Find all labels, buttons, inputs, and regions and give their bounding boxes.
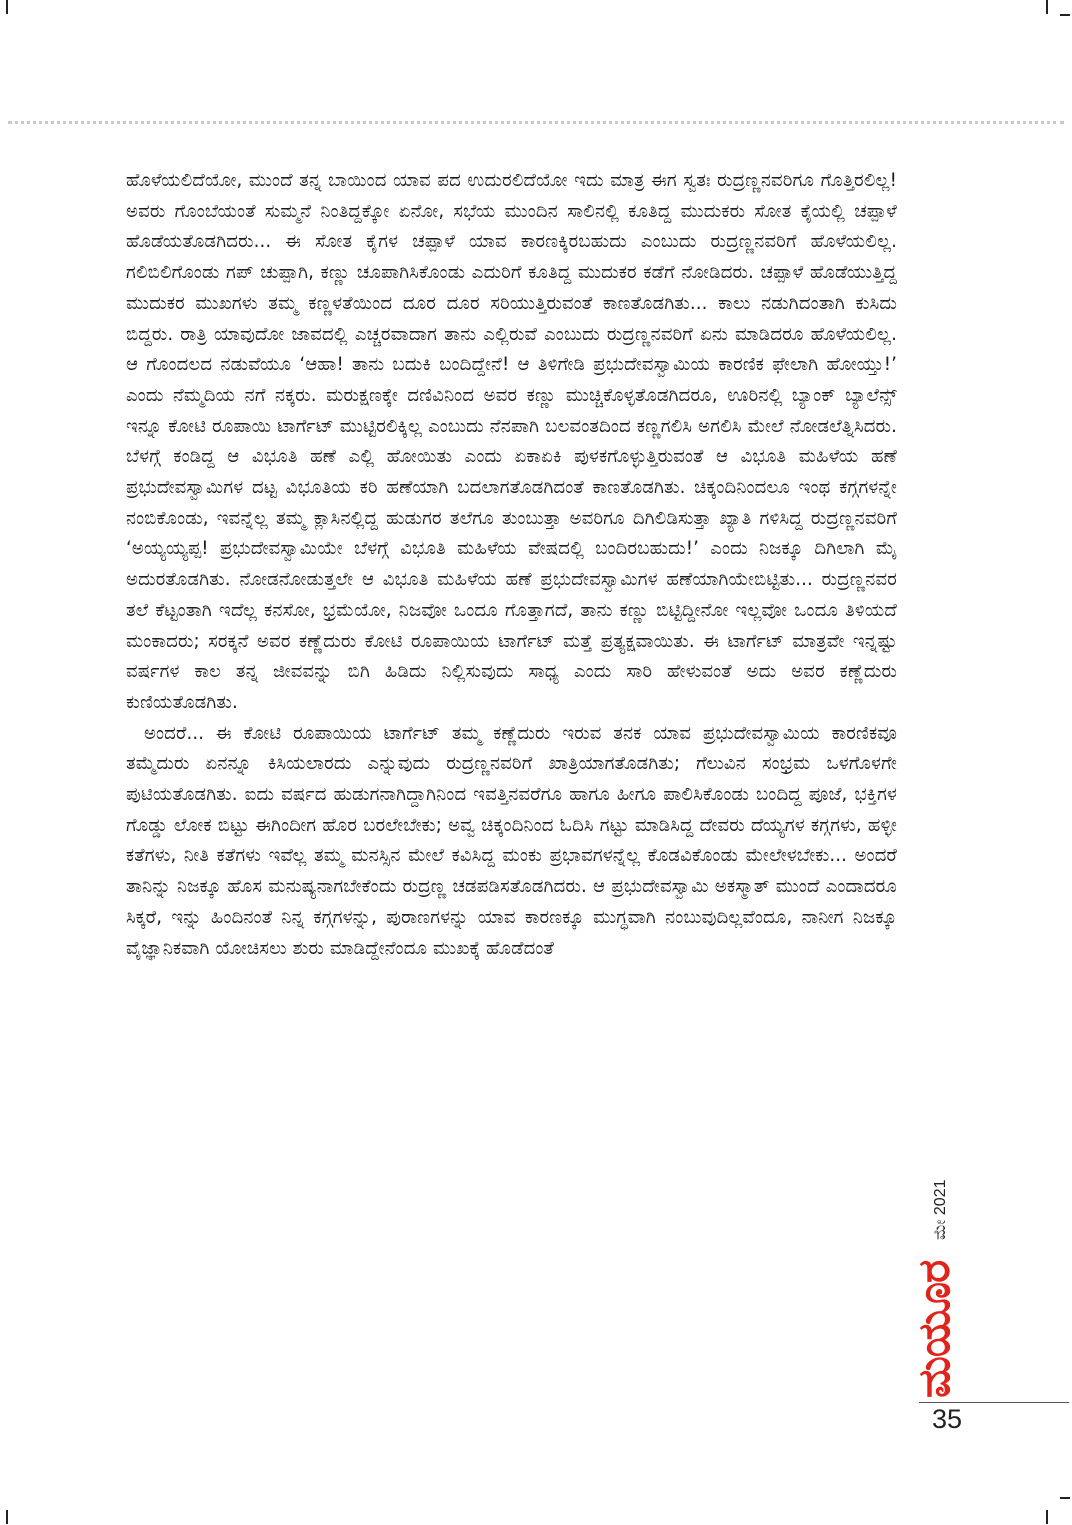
- header-dotted-rule: [8, 121, 1064, 124]
- article-body: [126, 166, 897, 964]
- crop-mark-top-left: [6, 0, 8, 14]
- article-paragraph: ಅಂದರೆ... ಈ ಕೋಟಿ ರೂಪಾಯಿಯ ಟಾರ್ಗೆಟ್ ತಮ್ಮ ಕಣ್ಣೆದುರು ಇರುವ ತನಕ ಯಾವ ಪ್ರಭುದೇವಸ್ವಾಮಿಯ ಕಾರಣಿಕವೂ ತಮ್ಮೆದುರು ಏನನ್ನೂ ಕಿಸಿಯಲಾರದು ಎನ್ನುವುದು ರುದ್ರಣ್ಣನವರಿಗೆ ಖಾತ್ರಿಯಾಗತೊಡಗಿತು; ಗೆಲುವಿನ ಸಂಭ್ರಮ ಒಳಗೊಳಗೇ ಪುಟಿಯತೊಡಗಿತು. ಐದು ವರ್ಷದ ಹುಡುಗನಾಗಿದ್ದಾಗಿನಿಂದ ಇವತ್ತಿನವರೆಗೂ ಹಾಗೂ ಹೀಗೂ ಪಾಲಿಸಿಕೊಂಡು ಬಂದಿದ್ದ ಪೂಜೆ, ಭಕ್ತಿಗಳ ಗೊಡ್ಡು ಲೋಕ ಬಿಟ್ಟು ಈಗಿಂದೀಗ ಹೊರ ಬರಲೇಬೇಕು; ಅವ್ವ ಚಿಕ್ಕಂದಿನಿಂದ ಓದಿಸಿ ಗಟ್ಟು ಮಾಡಿಸಿದ್ದ ದೇವರು ದೆಯ್ಯಗಳ ಕಗ್ಗಗಳು, ಹಳ್ಳೀ ಕತೆಗಳು, ನೀತಿ ಕತೆಗಳು ಇವೆಲ್ಲ ತಮ್ಮ ಮನಸ್ಸಿನ ಮೇಲೆ ಕವಿಸಿದ್ದ ಮಂಕು ಪ್ರಭಾವಗಳನ್ನೆಲ್ಲ ಕೊಡವಿಕೊಂಡು ಮೇಲೇಳಬೇಕು... ಅಂದರೆ ತಾನಿನ್ನು ನಿಜಕ್ಕೂ ಹೊಸ ಮನುಷ್ಯನಾಗಬೇಕೆಂದು ರುದ್ರಣ್ಣ ಚಡಪಡಿಸತೊಡಗಿದರು. ಆ ಪ್ರಭುದೇವಸ್ವಾಮಿ ಅಕಸ್ಮಾತ್ ಮುಂದೆ ಎಂದಾದರೂ ಸಿಕ್ಕರೆ, ಇನ್ನು ಹಿಂದಿನಂತೆ ನಿನ್ನ ಕಗ್ಗಗಳನ್ನು, ಪುರಾಣಗಳನ್ನು ಯಾವ ಕಾರಣಕ್ಕೂ ಮುಗ್ಧವಾಗಿ ನಂಬುವುದಿಲ್ಲವೆಂದೂ, ನಾನೀಗ ನಿಜಕ್ಕೂ ವೈಜ್ಞಾನಿಕವಾಗಿ ಯೋಚಿಸಲು ಶುರು ಮಾಡಿದ್ದೇನೆಂದೂ ಮುಖಕ್ಕೆ ಹೊಡೆದಂತೆ: [126, 722, 897, 959]
- article-paragraph: ಹೊಳೆಯಲಿದೆಯೋ, ಮುಂದೆ ತನ್ನ ಬಾಯಿಂದ ಯಾವ ಪದ ಉದುರಲಿದೆಯೋ ಇದು ಮಾತ್ರ ಈಗ ಸ್ವತಃ ರುದ್ರಣ್ಣನವರಿಗೂ ಗೊತ್ತಿರಲಿಲ್ಲ! ಅವರು ಗೊಂಬೆಯಂತೆ ಸುಮ್ಮನೆ ನಿಂತಿದ್ದಕ್ಕೋ ಏನೋ, ಸಭೆಯ ಮುಂದಿನ ಸಾಲಿನಲ್ಲಿ ಕೂತಿದ್ದ ಮುದುಕರು ಸೋತ ಕೈಯಲ್ಲಿ ಚಪ್ಪಾಳೆ ಹೊಡೆಯತೊಡಗಿದರು... ಈ ಸೋತ ಕೈಗಳ ಚಪ್ಪಾಳೆ ಯಾವ ಕಾರಣಕ್ಕಿರಬಹುದು ಎಂಬುದು ರುದ್ರಣ್ಣನವರಿಗೆ ಹೊಳೆಯಲಿಲ್ಲ. ಗಲಿಬಿಲಿಗೊಂಡು ಗಪ್ ಚುಪ್ಪಾಗಿ, ಕಣ್ಣು ಚೂಪಾಗಿಸಿಕೊಂಡು ಎದುರಿಗೆ ಕೂತಿದ್ದ ಮುದುಕರ ಕಡೆಗೆ ನೋಡಿದರು. ಚಪ್ಪಾಳೆ ಹೊಡೆಯುತ್ತಿದ್ದ ಮುದುಕರ ಮುಖಗಳು ತಮ್ಮ ಕಣ್ಣಳತೆಯಿಂದ ದೂರ ದೂರ ಸರಿಯುತ್ತಿರುವಂತೆ ಕಾಣತೊಡಗಿತು... ಕಾಲು ನಡುಗಿದಂತಾಗಿ ಕುಸಿದು ಬಿದ್ದರು. ರಾತ್ರಿ ಯಾವುದೋ ಜಾವದಲ್ಲಿ ಎಚ್ಚರವಾದಾಗ ತಾನು ಎಲ್ಲಿರುವೆ ಎಂಬುದು ರುದ್ರಣ್ಣನವರಿಗೆ ಏನು ಮಾಡಿದರೂ ಹೊಳೆಯಲಿಲ್ಲ. ಆ ಗೊಂದಲದ ನಡುವೆಯೂ ‘ಆಹಾ! ತಾನು ಬದುಕಿ ಬಂದಿದ್ದೇನೆ! ಆ ತಿಳಿಗೇಡಿ ಪ್ರಭುದೇವಸ್ವಾಮಿಯ ಕಾರಣಿಕ ಫೇಲಾಗಿ ಹೋಯ್ತು!’ ಎಂದು ನೆಮ್ಮದಿಯ ನಗೆ ನಕ್ಕರು. ಮರುಕ್ಷಣಕ್ಕೇ ದಣಿವಿನಿಂದ ಅವರ ಕಣ್ಣು ಮುಚ್ಚಿಕೊಳ್ಳತೊಡಗಿದರೂ, ಊರಿನಲ್ಲಿ ಬ್ಯಾಂಕ್ ಬ್ಯಾಲೆನ್ಸ್ ಇನ್ನೂ ಕೋಟಿ ರೂಪಾಯಿ ಟಾರ್ಗೆಟ್ ಮುಟ್ಟಿರಲಿಕ್ಕಿಲ್ಲ ಎಂಬುದು ನೆನಪಾಗಿ ಬಲವಂತದಿಂದ ಕಣ್ಣಗಲಿಸಿ ಅಗಲಿಸಿ ಮೇಲೆ ನೋಡಲೆತ್ನಿಸಿದರು. ಬೆಳಗ್ಗೆ ಕಂಡಿದ್ದ ಆ ವಿಭೂತಿ ಹಣೆ ಎಲ್ಲಿ ಹೋಯಿತು ಎಂದು ಏಕಾಏಕಿ ಪುಳಕಗೊಳ್ಳುತ್ತಿರುವಂತೆ ಆ ವಿಭೂತಿ ಮಹಿಳೆಯ ಹಣೆ ಪ್ರಭುದೇವಸ್ವಾಮಿಗಳ ದಟ್ಟ ವಿಭೂತಿಯ ಕರಿ ಹಣೆಯಾಗಿ ಬದಲಾಗತೊಡಗಿದಂತೆ ಕಾಣತೊಡಗಿತು. ಚಿಕ್ಕಂದಿನಿಂದಲೂ ಇಂಥ ಕಗ್ಗಗಳನ್ನೇ ನಂಬಿಕೊಂಡು, ಇವನ್ನೆಲ್ಲ ತಮ್ಮ ಕ್ಲಾಸಿನಲ್ಲಿದ್ದ ಹುಡುಗರ ತಲೆಗೂ ತುಂಬುತ್ತಾ ಅವರಿಗೂ ದಿಗಿಲಿಡಿಸುತ್ತಾ ಖ್ಯಾತಿ ಗಳಿಸಿದ್ದ ರುದ್ರಣ್ಣನವರಿಗೆ ‘ಅಯ್ಯಯ್ಯಪ್ಪ! ಪ್ರಭುದೇವಸ್ವಾಮಿಯೇ ಬೆಳಗ್ಗೆ ವಿಭೂತಿ ಮಹಿಳೆಯ ವೇಷದಲ್ಲಿ ಬಂದಿರಬಹುದು!’ ಎಂದು ನಿಜಕ್ಕೂ ದಿಗಿಲಾಗಿ ಮೈ ಅದುರತೊಡಗಿತು. ನೋಡನೋಡುತ್ತಲೇ ಆ ವಿಭೂತಿ ಮಹಿಳೆಯ ಹಣೆ ಪ್ರಭುದೇವಸ್ವಾಮಿಗಳ ಹಣೆಯಾಗಿಯೇಬಿಟ್ಟಿತು... ರುದ್ರಣ್ಣನವರ ತಲೆ ಕೆಟ್ಟಂತಾಗಿ ಇದೆಲ್ಲ ಕನಸೋ, ಭ್ರಮೆಯೋ, ನಿಜವೋ ಒಂದೂ ಗೊತ್ತಾಗದೆ, ತಾನು ಕಣ್ಣು ಬಿಟ್ಟಿದ್ದೀನೋ ಇಲ್ಲವೋ ಒಂದೂ ತಿಳಿಯದೆ ಮಂಕಾದರು; ಸರಕ್ಕನೆ ಅವರ ಕಣ್ಣೆದುರು ಕೋಟಿ ರೂಪಾಯಿಯ ಟಾರ್ಗೆಟ್ ಮತ್ತೆ ಪ್ರತ್ಯಕ್ಷವಾಯಿತು. ಈ ಟಾರ್ಗೆಟ್ ಮಾತ್ರವೇ ಇನ್ನಷ್ಟು ವರ್ಷಗಳ ಕಾಲ ತನ್ನ ಜೀವವನ್ನು ಬಿಗಿ ಹಿಡಿದು ನಿಲ್ಲಿಸುವುದು ಸಾಧ್ಯ ಎಂದು ಸಾರಿ ಹೇಳುವಂತೆ ಅದು ಅವರ ಕಣ್ಣೆದುರು ಕುಣಿಯತೊಡಗಿತು.: [126, 170, 897, 713]
- page-number: 35: [932, 1404, 963, 1434]
- crop-mark-bottom-right: [1046, 1510, 1048, 1524]
- magazine-logo: ಮಯೂರ: [909, 1260, 960, 1398]
- crop-mark-right-lower: [1060, 1497, 1070, 1499]
- page-number-rule: [919, 1402, 1069, 1403]
- crop-mark-top-right: [1046, 0, 1048, 14]
- crop-mark-bottom-left: [6, 1510, 8, 1524]
- issue-date: ಮೇ 2021: [932, 1179, 949, 1240]
- crop-mark-right-upper: [1060, 14, 1070, 16]
